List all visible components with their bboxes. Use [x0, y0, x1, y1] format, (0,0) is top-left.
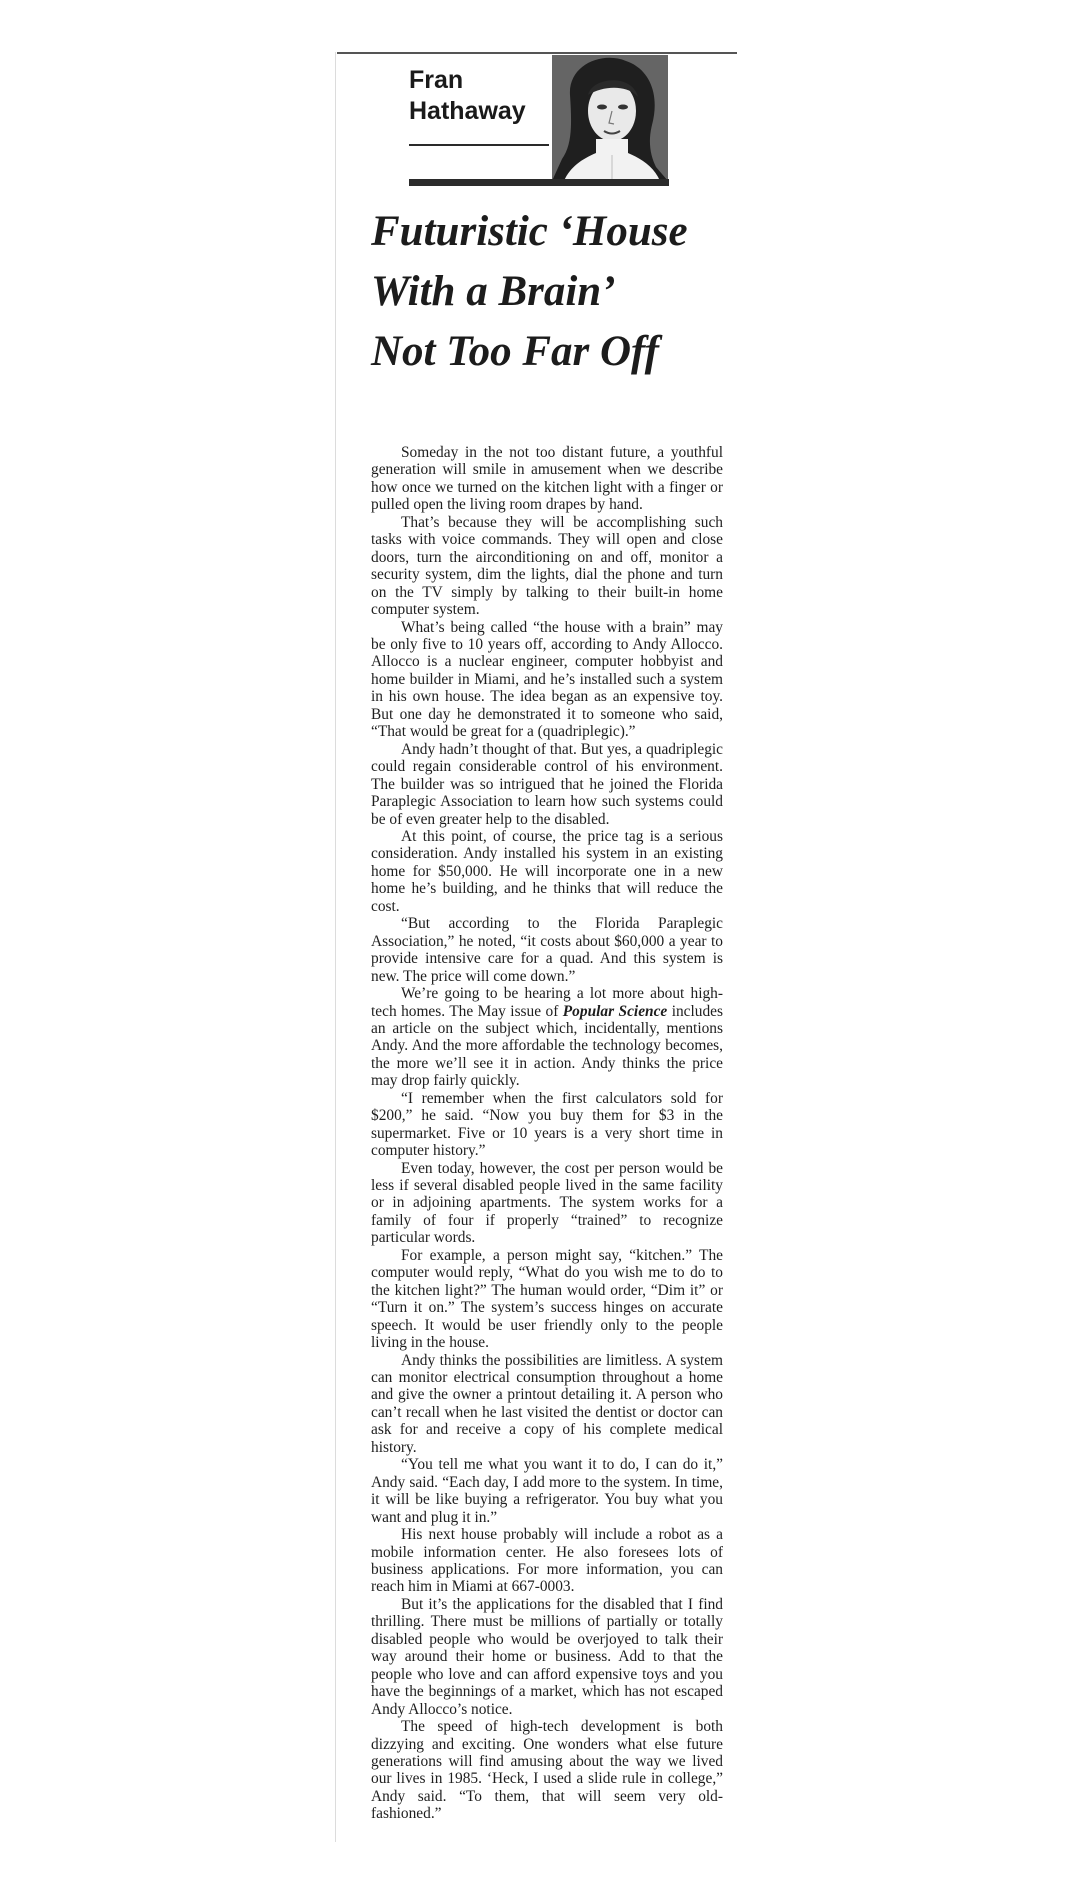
headline: [371, 202, 731, 382]
paragraph: Andy hadn’t thought of that. But yes, a quadriplegic could regain considerable control of his environment. The builder was so intrigued that he joined the Florida Paraplegic Association to learn how such systems could be of even greater help to the disabled.: [371, 740, 723, 828]
paragraph: At this point, of course, the price tag is a serious consideration. Andy installed his system in an existing home for $50,000. He will incorporate one in a new home he’s building, and he thinks that will reduce the cost.: [371, 827, 723, 915]
paragraph: “But according to the Florida Paraplegic Association,” he noted, “it costs about $60,000 a year to provide intensive care for a quad. And this system is new. The price will come down.”: [371, 915, 723, 985]
paragraph: [371, 985, 723, 1090]
magazine-title: Popular Science: [562, 1002, 668, 1020]
byline-bar: [409, 179, 669, 186]
author-first-name: Fran: [409, 66, 464, 94]
paragraph: But it’s the applications for the disabled that I find thrilling. There must be millions of partially or totally disabled people who would be overjoyed to talk their way around their home or business. Add to that the people who love and can afford expensive toys and you have the beginnings of a market, which has not escaped Andy Allocco’s notice.: [371, 1595, 723, 1718]
headline-line-1: Futuristic ‘House: [371, 208, 688, 255]
paragraph: For example, a person might say, “kitchen.” The computer would reply, “What do you wish me to do to the kitchen light?” The human would order, “Dim it” or “Turn it on.” The system’s success hinges on accurate speech. It would be user friendly only to the people living in the house.: [371, 1246, 723, 1352]
author-name: [409, 65, 549, 127]
paragraph: Even today, however, the cost per person would be less if several disabled people lived in the same facility or in adjoining apartments. The system works for a family of four if properly “trained” to recognize particular words.: [371, 1159, 723, 1247]
paragraph: Someday in the not too distant future, a youthful generation will smile in amusement when we describe how once we turned on the kitchen light with a finger or pulled open the living room drapes by hand.: [371, 444, 723, 514]
paragraph: The speed of high-tech development is both dizzying and exciting. One wonders what else future generations will find amusing about the way we lived our lives in 1985. ‘Heck, I used a slide rule in college,” Andy said. “To them, that will seem very old-fashioned.”: [371, 1718, 723, 1823]
author-portrait: [552, 55, 668, 181]
top-rule: [337, 52, 737, 54]
article-body: [371, 444, 723, 1823]
paragraph-text: We’re going to be hearing a lot more about high-tech homes. The May issue of: [371, 985, 723, 1020]
author-last-name: Hathaway: [409, 97, 526, 125]
paragraph: His next house probably will include a robot as a mobile information center. He also foresees lots of business applications. For more information, you can reach him in Miami at 667-0003.: [371, 1526, 723, 1596]
paragraph: What’s being called “the house with a brain” may be only five to 10 years off, according to Andy Allocco. Allocco is a nuclear engineer, computer hobbyist and home builder in Miami, and he’s installed such a system in his own house. The idea began as an expensive toy. But one day he demonstrated it to someone who said, “That would be great for a (quadriplegic).”: [371, 618, 723, 741]
paragraph: That’s because they will be accomplishing such tasks with voice commands. They will open and close doors, turn the airconditioning on and off, monitor a security system, dim the lights, dial the phone and turn on the TV simply by talking to their built-in home computer system.: [371, 513, 723, 619]
paragraph: “You tell me what you want it to do, I can do it,” Andy said. “Each day, I add more to the system. In time, it will be like buying a refrigerator. You buy what you want and plug it in.”: [371, 1456, 723, 1526]
byline-underline: [409, 144, 549, 146]
headline-line-2: With a Brain’: [371, 268, 616, 315]
paragraph: “I remember when the first calculators sold for $200,” he said. “Now you buy them for $3 in the supermarket. Five or 10 years is a very short time in computer history.”: [371, 1089, 723, 1160]
column-byline: [409, 55, 669, 191]
paragraph-text: includes an article on the subject which, incidentally, mentions Andy. And the more affordable the technology becomes, the more we’ll see it in action. Andy thinks the price may drop fairly quickly.: [371, 1002, 723, 1090]
newspaper-clipping: [337, 52, 737, 1852]
page-edge: [335, 52, 336, 1842]
headline-line-3: Not Too Far Off: [371, 328, 659, 375]
paragraph: Andy thinks the possibilities are limitless. A system can monitor electrical consumption throughout a home and give the owner a printout detailing it. A person who can’t recall when he last visited the dentist or doctor can ask for and receive a copy of his complete medical history.: [371, 1351, 723, 1456]
